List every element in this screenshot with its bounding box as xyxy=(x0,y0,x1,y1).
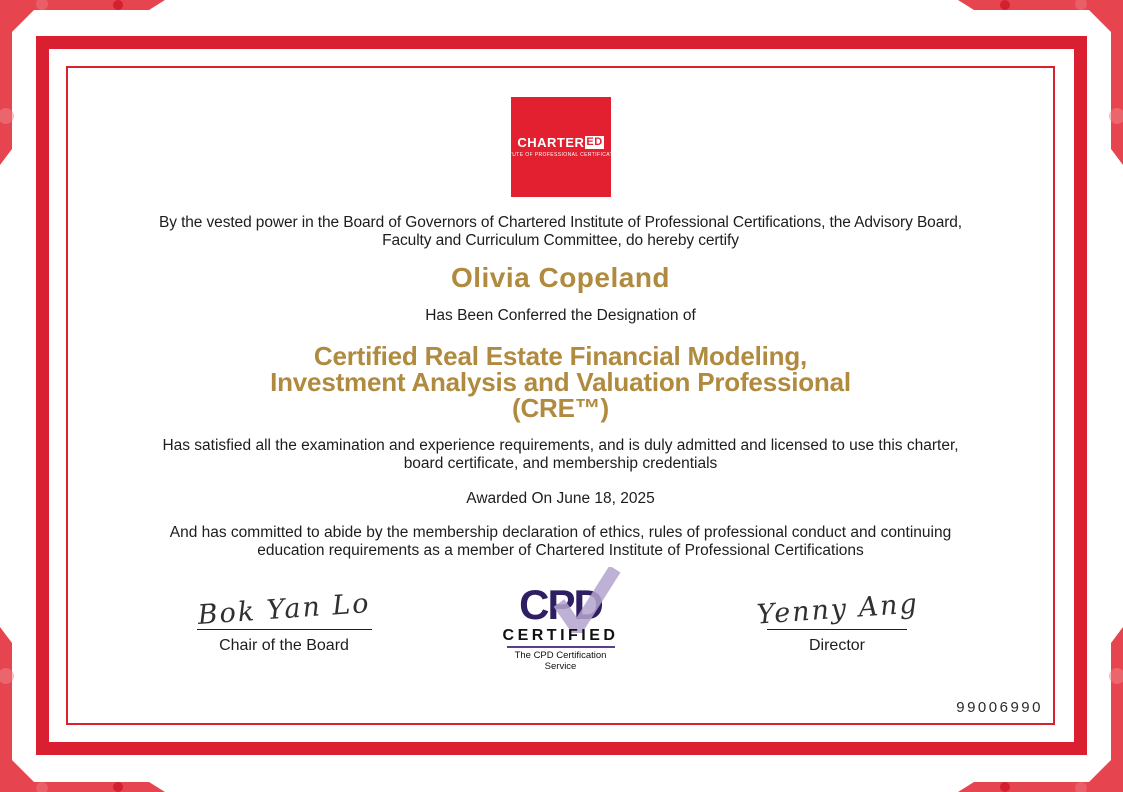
certificate-body xyxy=(69,69,1052,722)
award-date-line: Awarded On June 18, 2025 xyxy=(466,490,655,507)
certification-title-line-2: Investment Analysis and Valuation Professional xyxy=(270,367,851,397)
cpd-certified-label: CERTIFIED xyxy=(502,627,619,644)
logo-subtitle: INSTITUTE OF PROFESSIONAL CERTIFICATIONS xyxy=(494,152,627,158)
cpd-logo-top xyxy=(519,577,602,628)
logo-text-main: CHARTER xyxy=(517,135,585,150)
conferred-line: Has Been Conferred the Designation of xyxy=(425,307,696,324)
chartered-institute-logo xyxy=(494,97,627,197)
director-signature: Yenny Ang xyxy=(755,588,920,631)
cpd-underline xyxy=(507,646,615,648)
certification-title-line-3: (CRE™) xyxy=(511,393,609,423)
certification-title-line-1: Certified Real Estate Financial Modeling, xyxy=(313,341,808,371)
cpd-acronym: CPD xyxy=(519,581,602,628)
cpd-service-line-1: The CPD Certification xyxy=(514,650,607,661)
signature-block-director xyxy=(722,577,952,655)
logo-text-suffix: ED xyxy=(586,136,603,148)
intro-paragraph: By the vested power in the Board of Governors of Chartered Institute of Professional Certifications, the Advisory Board, Faculty and Curriculum Committee, do hereby certify xyxy=(158,214,963,249)
cpd-certified-logo xyxy=(486,577,636,672)
chair-role-label: Chair of the Board xyxy=(219,637,349,654)
recipient-name: Olivia Copeland xyxy=(450,262,671,293)
requirements-paragraph: Has satisfied all the examination and experience requirements, and is duly admitted and licensed to use this charter, board certificate, and membership credentials xyxy=(162,437,959,472)
certificate-number: 99006990 xyxy=(956,699,1043,716)
chair-signature: Bok Yan Lo xyxy=(197,587,372,631)
signature-block-chair xyxy=(169,577,399,655)
cpd-service-line-2: Service xyxy=(544,660,577,672)
signature-row xyxy=(69,577,1052,672)
cpd-service-label xyxy=(515,651,607,672)
cpd-checkmark-icon xyxy=(537,567,627,633)
certification-title xyxy=(270,343,851,421)
signature-line xyxy=(767,629,907,630)
logo-wordmark xyxy=(517,136,603,149)
director-role-label: Director xyxy=(808,637,865,654)
commitment-paragraph: And has committed to abide by the membership declaration of ethics, rules of professional conduct and continuing education requirements as a member of Chartered Institute of Professional Certifications xyxy=(169,524,952,559)
